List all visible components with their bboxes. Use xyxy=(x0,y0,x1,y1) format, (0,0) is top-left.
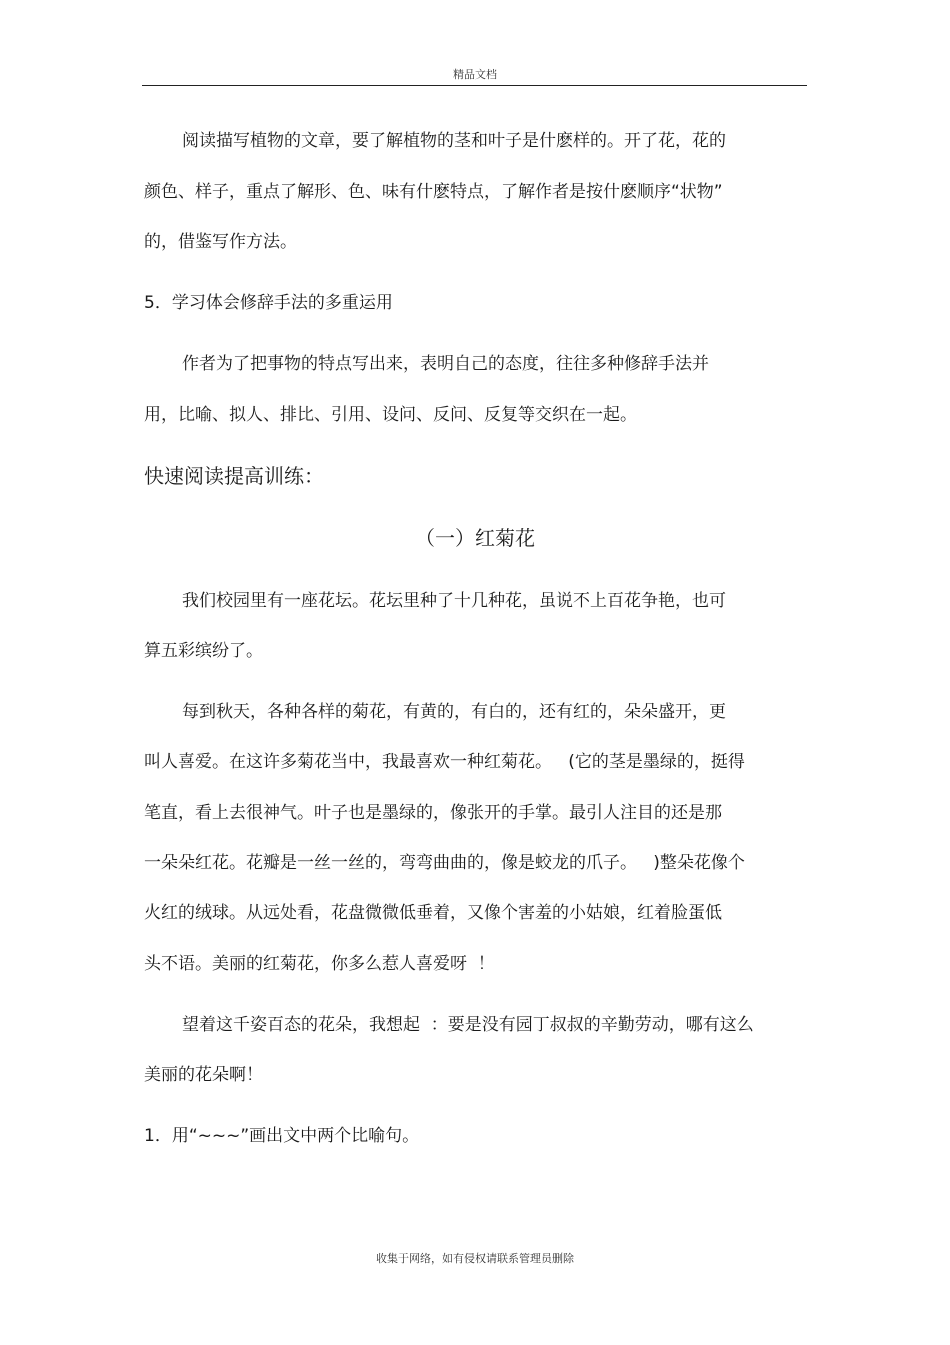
paragraph-line: 阅读描写植物的文章，要了解植物的茎和叶子是什麽样的。开了花，花的 xyxy=(182,131,726,151)
section-heading: 5．学习体会修辞手法的多重运用 xyxy=(144,293,393,313)
page-header-label: 精品文档 xyxy=(453,68,497,81)
paragraph-line: 火红的绒球。从远处看，花盘微微低垂着，又像个害羞的小姑娘，红着脸蛋低 xyxy=(144,903,722,923)
exercise-heading: 快速阅读提高训练： xyxy=(144,464,324,488)
article-title: （一）红菊花 xyxy=(415,526,535,550)
paragraph-line: 头不语。美丽的红菊花，你多么惹人喜爱呀 ！ xyxy=(144,954,495,974)
header-divider xyxy=(142,85,807,86)
paragraph-line: 算五彩缤纷了。 xyxy=(144,641,263,661)
paragraph-line: 的，借鉴写作方法。 xyxy=(144,232,297,252)
paragraph-line: 笔直，看上去很神气。叶子也是墨绿的，像张开的手掌。最引人注目的还是那 xyxy=(144,803,722,823)
paragraph-line: 一朵朵红花。花瓣是一丝一丝的，弯弯曲曲的，像是蛟龙的爪子。 )整朵花像个 xyxy=(144,853,745,873)
paragraph-line: 望着这千姿百态的花朵，我想起 ：要是没有园丁叔叔的辛勤劳动，哪有这么 xyxy=(182,1015,754,1035)
question-item: 1．用“~~~”画出文中两个比喻句。 xyxy=(144,1126,420,1146)
paragraph-line: 作者为了把事物的特点写出来，表明自己的态度，往往多种修辞手法并 xyxy=(182,354,709,374)
paragraph-line: 颜色、样子，重点了解形、色、味有什麽特点，了解作者是按什麽顺序“状物” xyxy=(144,182,723,202)
paragraph-line: 用，比喻、拟人、排比、引用、设问、反问、反复等交织在一起。 xyxy=(144,405,637,425)
page-footer-label: 收集于网络，如有侵权请联系管理员删除 xyxy=(376,1252,574,1265)
paragraph-line: 我们校园里有一座花坛。花坛里种了十几种花，虽说不上百花争艳，也可 xyxy=(182,591,726,611)
paragraph-line: 每到秋天，各种各样的菊花，有黄的，有白的，还有红的，朵朵盛开，更 xyxy=(182,702,726,722)
paragraph-line: 叫人喜爱。在这许多菊花当中，我最喜欢一种红菊花。 (它的茎是墨绿的，挺得 xyxy=(144,752,745,772)
paragraph-line: 美丽的花朵啊！ xyxy=(144,1065,263,1085)
